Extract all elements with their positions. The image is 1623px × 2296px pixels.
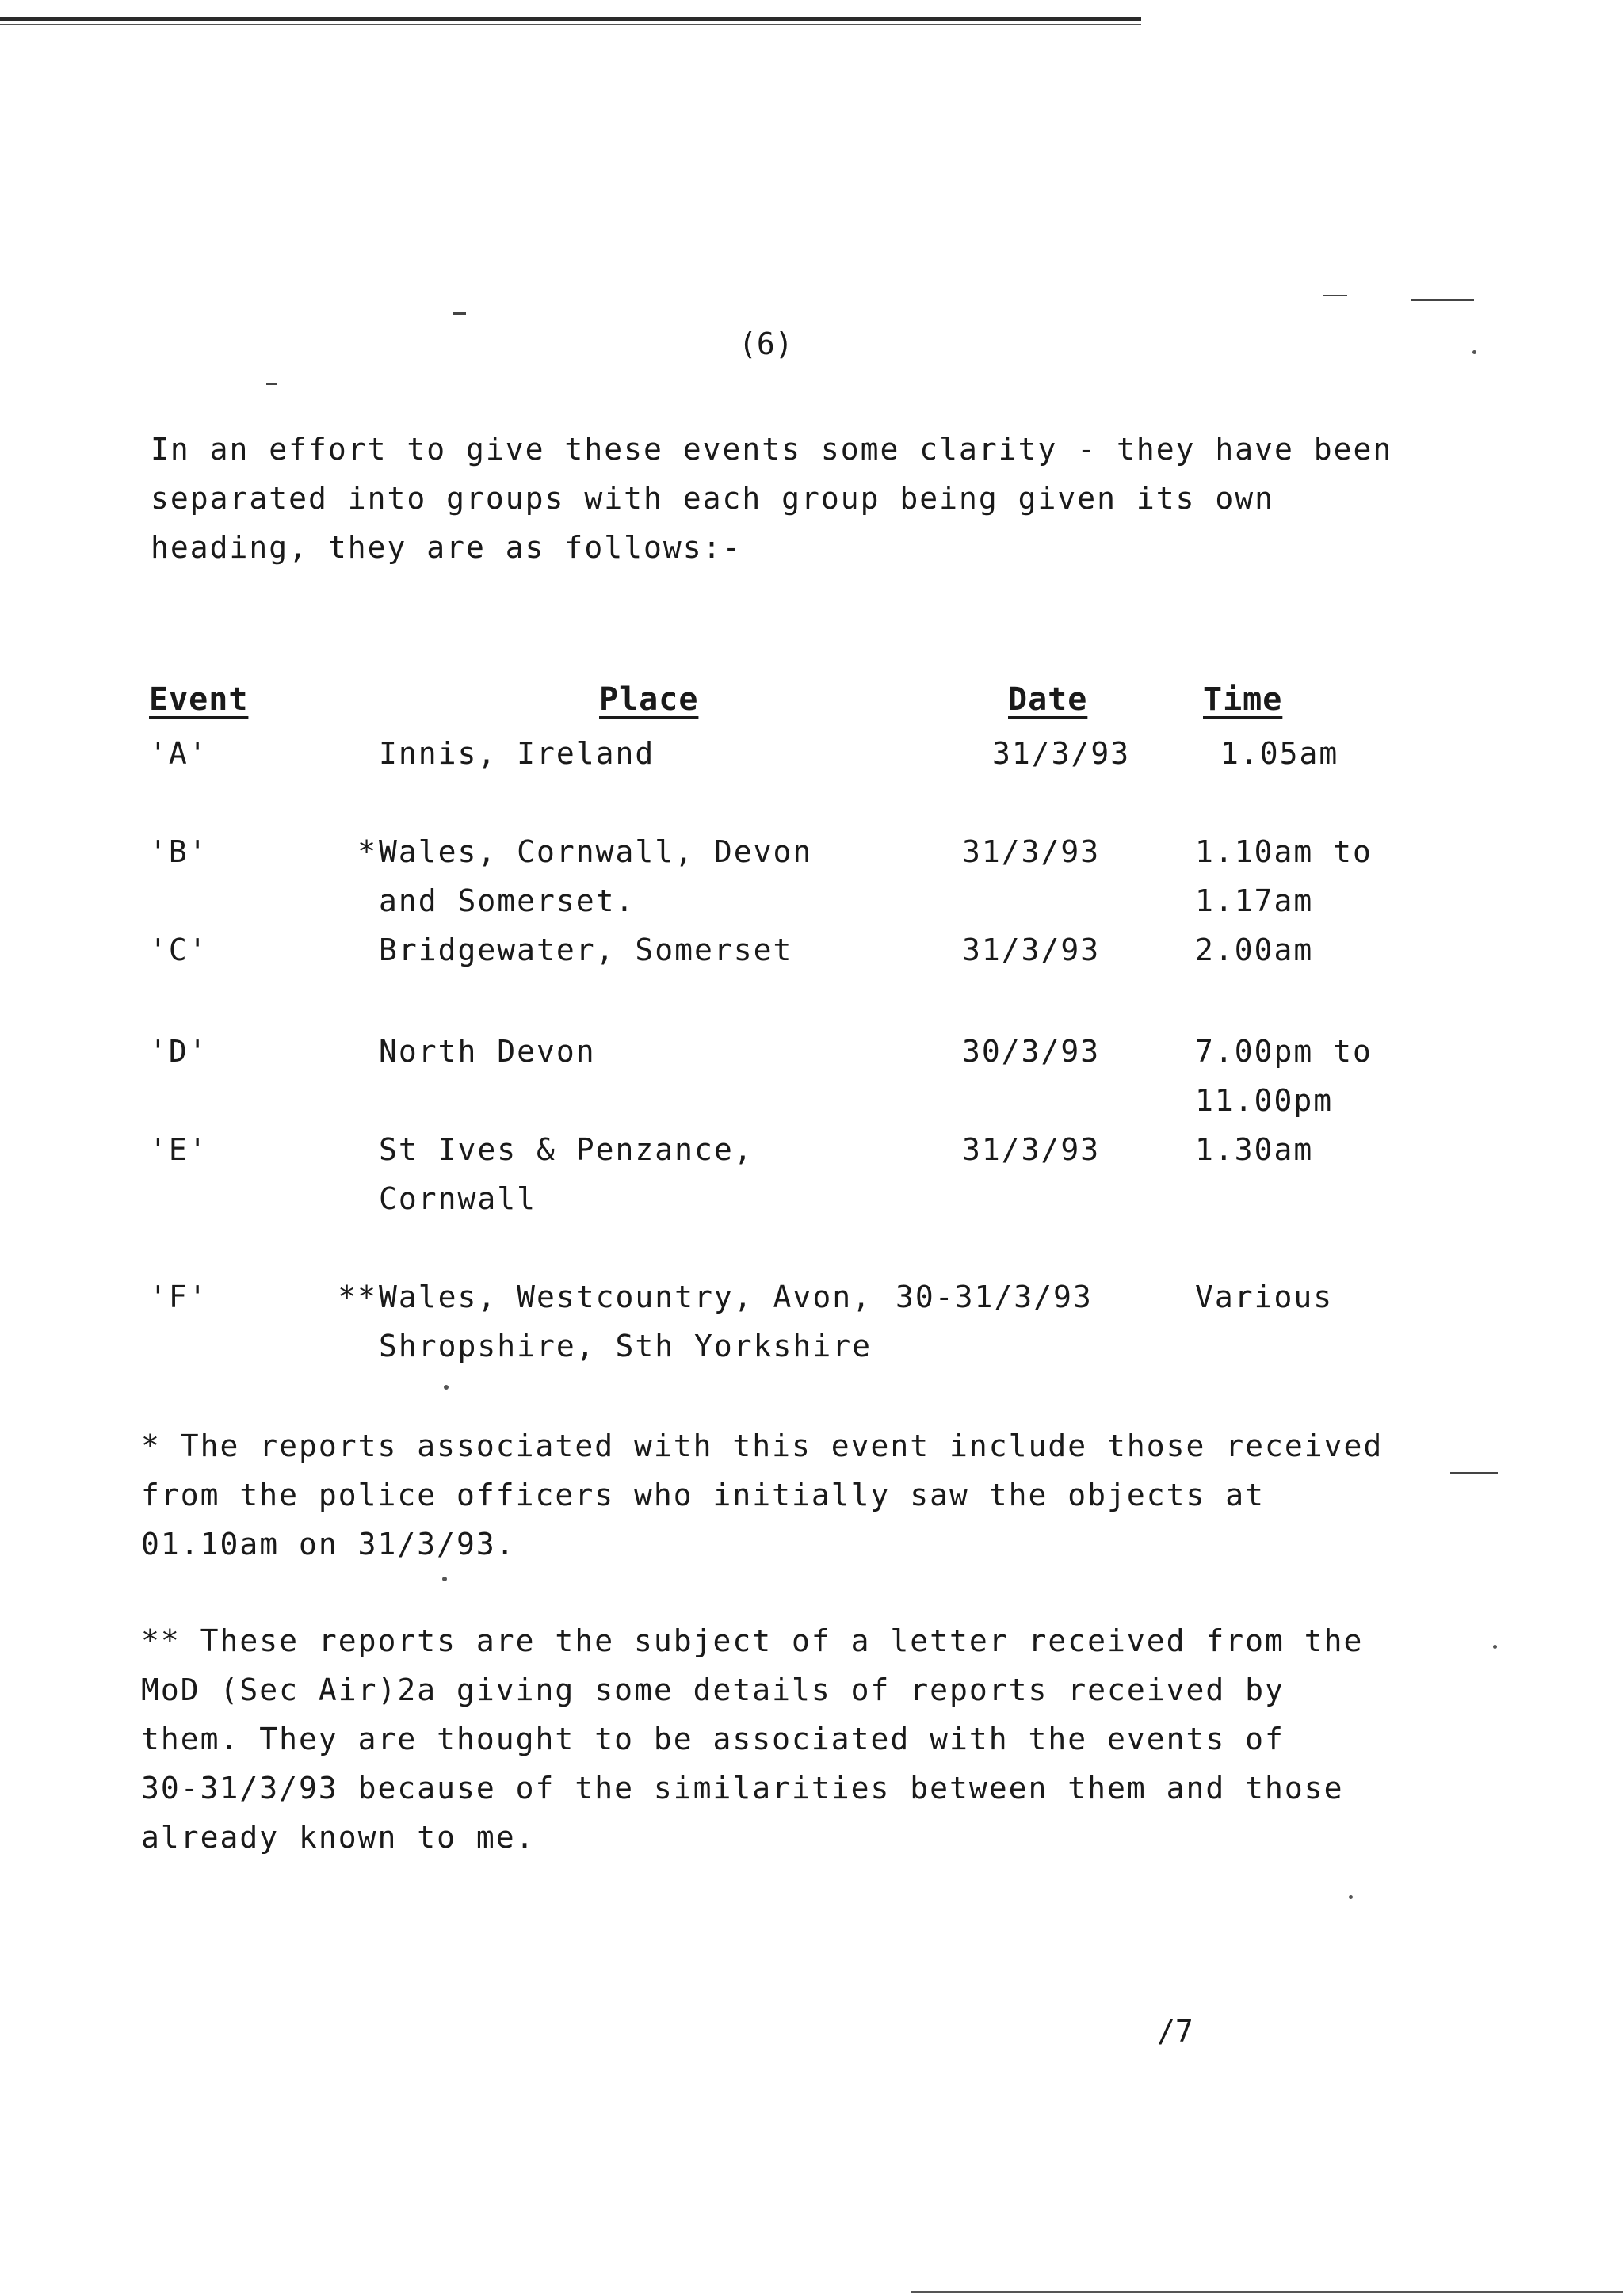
footnote-single-asterisk [141, 1421, 1383, 1569]
event-label: 'D' [149, 1034, 208, 1069]
scan-mark [1450, 1472, 1498, 1474]
scan-mark [453, 312, 466, 315]
header-place: Place [599, 681, 699, 718]
note-line: them. They are thought to be associated with the events of [141, 1722, 1285, 1756]
scan-speck [1472, 350, 1476, 354]
place-line: Cornwall [379, 1181, 537, 1216]
footnote-double-asterisk [141, 1616, 1363, 1862]
date-cell: 31/3/93 [962, 933, 1101, 967]
note-line: 01.10am on 31/3/93. [141, 1527, 516, 1562]
scan-mark [1411, 299, 1474, 301]
note-line: ** These reports are the subject of a letter received from the [141, 1623, 1364, 1658]
place-line: and Somerset. [379, 883, 636, 918]
time-line: 1.05am [1220, 736, 1339, 771]
place-line: Wales, Cornwall, Devon [379, 834, 813, 869]
place-line: St Ives & Penzance, [379, 1132, 754, 1167]
date-cell: 30/3/93 [962, 1034, 1101, 1069]
note-line: MoD (Sec Air)2a giving some details of reports received by [141, 1672, 1285, 1707]
asterisk-marker: * [357, 834, 377, 869]
top-border-line-secondary [0, 24, 1141, 25]
place-line: Innis, Ireland [379, 736, 655, 771]
scan-speck [442, 1577, 447, 1581]
bottom-border-line [911, 2291, 1623, 2293]
event-label: 'B' [149, 834, 208, 869]
page-number: (6) [739, 326, 793, 361]
scan-mark [266, 383, 277, 385]
date-cell: 31/3/93 [962, 834, 1101, 869]
intro-line: separated into groups with each group being given its own [151, 481, 1275, 516]
event-label: 'F' [149, 1280, 208, 1314]
intro-paragraph [151, 425, 1392, 572]
time-line: 1.30am [1195, 1132, 1314, 1167]
place-line: Shropshire, Sth Yorkshire [379, 1329, 872, 1363]
note-line: already known to me. [141, 1820, 536, 1855]
place-line: Bridgewater, Somerset [379, 933, 793, 967]
scan-speck [1349, 1895, 1353, 1899]
place-line: North Devon [379, 1034, 596, 1069]
scan-mark [1323, 295, 1347, 296]
place-line: Wales, Westcountry, Avon, [379, 1280, 872, 1314]
intro-line: In an effort to give these events some clarity - they have been [151, 432, 1393, 467]
note-line: * The reports associated with this event include those received [141, 1428, 1384, 1463]
date-cell: 30-31/3/93 [896, 1280, 1093, 1314]
time-line: 7.00pm to [1195, 1034, 1373, 1069]
time-line: Various [1195, 1280, 1334, 1314]
top-border-line [0, 17, 1141, 21]
time-line: 1.17am [1195, 883, 1314, 918]
continuation-marker: /7 [1157, 2014, 1193, 2049]
event-label: 'E' [149, 1132, 208, 1167]
time-line: 1.10am to [1195, 834, 1373, 869]
intro-line: heading, they are as follows:- [151, 530, 743, 565]
event-label: 'C' [149, 933, 208, 967]
time-line: 11.00pm [1195, 1083, 1334, 1118]
scan-speck [1493, 1645, 1497, 1649]
date-cell: 31/3/93 [962, 1132, 1101, 1167]
date-cell: 31/3/93 [992, 736, 1131, 771]
double-asterisk-marker: ** [338, 1280, 377, 1314]
note-line: from the police officers who initially saw the objects at [141, 1478, 1266, 1512]
header-time: Time [1203, 681, 1283, 718]
header-event: Event [149, 681, 249, 718]
time-line: 2.00am [1195, 933, 1314, 967]
event-label: 'A' [149, 736, 208, 771]
scan-speck [444, 1385, 449, 1390]
header-date: Date [1008, 681, 1088, 718]
note-line: 30-31/3/93 because of the similarities between them and those [141, 1771, 1344, 1806]
